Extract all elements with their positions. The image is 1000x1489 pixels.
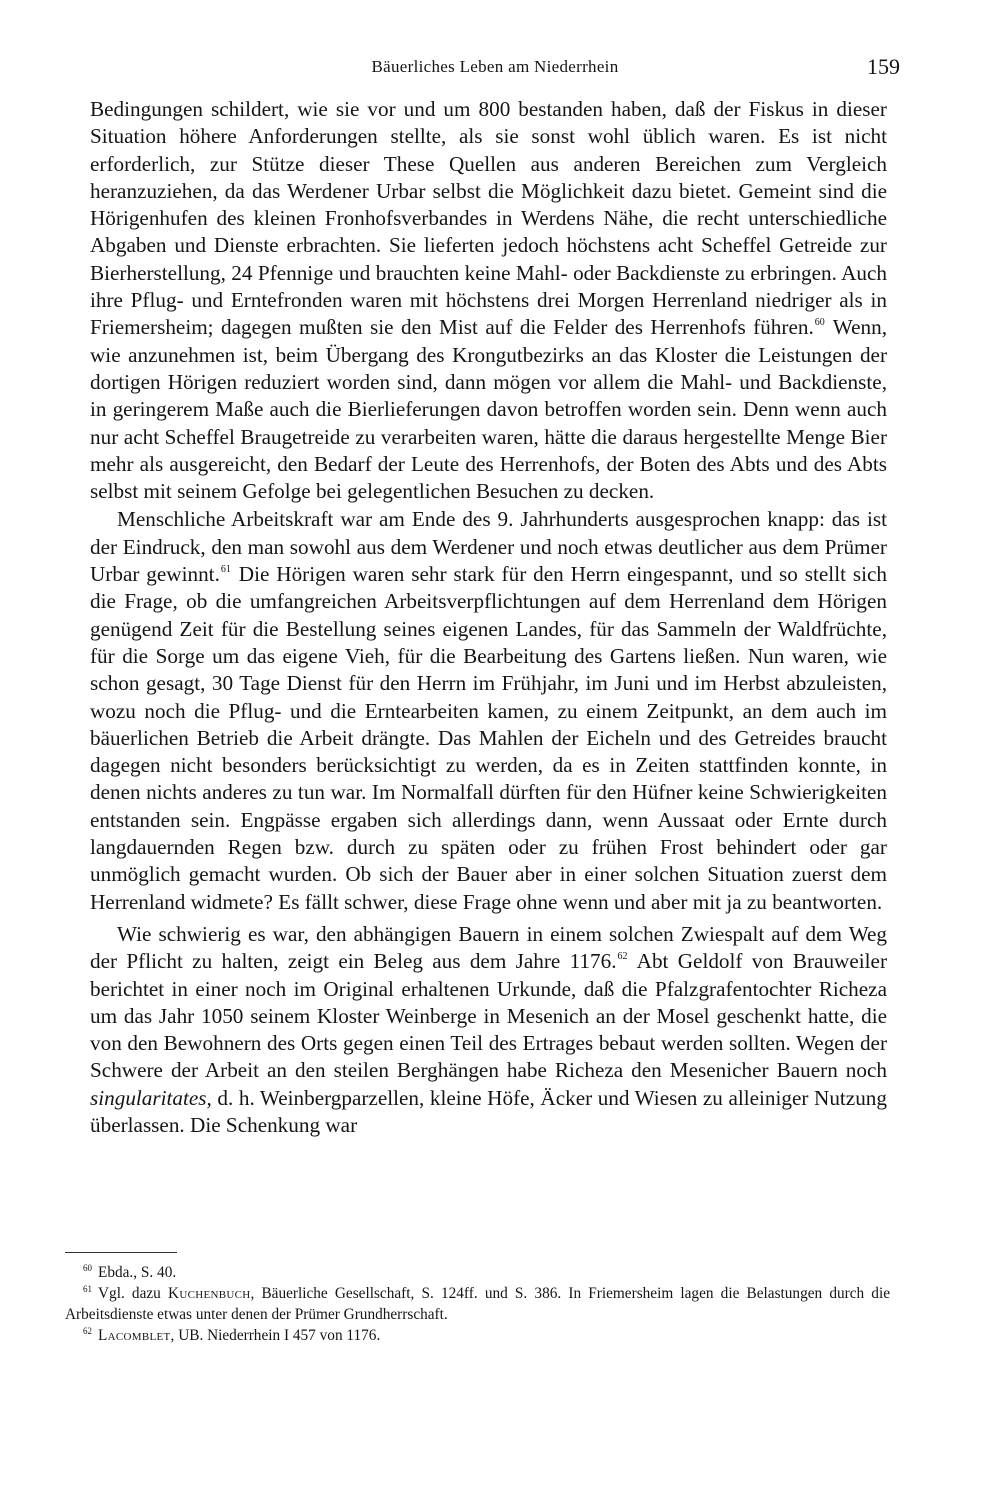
paragraph-text: Bedingungen schildert, wie sie vor und um 800 bestanden haben, daß der Fiskus in dieser Situation höhere Anforderungen stellte, als sie sonst wohl üblich waren. Es ist nicht erforderlich, zur Stütze dieser These Quellen aus anderen Bereichen zum Vergleich heranzuziehen, da das Werdener Urbar selbst die Möglichkeit dazu bietet. Gemeint sind die Hörigenhufen des kleinen Fronhofsverbandes in Werdens Nähe, die recht unterschiedliche Abgaben und Dienste erbrachten. Sie lieferten jedoch höchstens acht Scheffel Getreide zur Bierherstellung, 24 Pfennige und brauchten keine Mahl- oder Backdienste zu erbringen. Auch ihre Pflug- und Erntefronden waren mit höchstens drei Morgen Herrenland niedriger als in Friemersheim; dagegen mußten sie den Mist auf die Felder des Herrenhofs führen.: [90, 97, 887, 340]
footnote-author: Lacomblet: [98, 1327, 171, 1344]
main-text: [90, 96, 887, 1139]
paragraph-text: Menschliche Arbeitskraft war am Ende des 9. Jahrhunderts ausgesprochen knapp: das ist der Eindruck, den man sowohl aus dem Werdener und noch etwas deutlicher aus dem Prümer Urbar gewinnt.: [90, 507, 887, 587]
page-number: 159: [867, 54, 900, 79]
paragraph-1: [90, 96, 887, 505]
paragraph-text: Wenn, wie anzunehmen ist, beim Übergang des Krongutbezirks an das Kloster die Leistungen der dortigen Hörigen reduziert worden sind, dann mögen vor allem die Mahl- und Backdienste, in geringerem Maße auch die Bierlieferungen davon betroffen worden sein. Denn wenn auch nur acht Scheffel Braugetreide zu verarbeiten waren, hätte die daraus hergestellte Menge Bier mehr als ausgereicht, den Bedarf der Leute des Herrenhofs, der Boten des Abts und des Abts selbst mit seinem Gefolge bei gelegentlichen Besuchen zu decken.: [90, 315, 887, 504]
footnote-number: 61: [83, 1284, 92, 1294]
paragraph-text: Die Hörigen waren sehr stark für den Herrn eingespannt, und so stellt sich die Frage, ob die umfangreichen Arbeitsverpflichtungen auf dem Herrenland dem Hörigen genügend Zeit für die Bestellung seines eigenen Landes, für das Sammeln der Waldfrüchte, für die Sorge um das eigene Vieh, für die Bearbeitung des Gartens ließen. Nun waren, wie schon gesagt, 30 Tage Dienst für den Herrn im Frühjahr, im Juni und im Herbst abzuleisten, wozu noch die Pflug- und die Erntearbeiten kamen, zu einem Zeitpunkt, an dem auch im bäuerlichen Betrieb die Arbeit drängte. Das Mahlen der Eicheln und des Getreides braucht dagegen nicht besonders berücksichtigt zu werden, da es in Zeiten stattfinden konnte, in denen nichts anderes zu tun war. Im Normalfall dürften für den Hüfner keine Schwierigkeiten entstanden sein. Engpässe ergaben sich allerdings dann, wenn Aussaat oder Ernte durch langdauernden Regen bzw. durch zu späten oder zu frühen Frost behindert oder gar unmöglich gemacht wurden. Ob sich der Bauer aber in einer solchen Situation zuerst dem Herrenland widmete? Es fällt schwer, diese Frage ohne wenn und aber mit ja zu beantworten.: [90, 562, 887, 914]
page-header: [90, 54, 900, 84]
paragraph-2: [90, 506, 887, 915]
footnote-author: Kuchenbuch: [167, 1285, 251, 1302]
footnote-reference-60[interactable]: 60: [814, 317, 825, 329]
running-title: Bäuerliches Leben am Niederrhein: [371, 57, 619, 76]
footnote-text: Vgl. dazu: [98, 1285, 168, 1302]
paragraph-text: Wie schwierig es war, den abhängigen Bauern in einem solchen Zwiespalt auf dem Weg der Pflicht zu halten, zeigt ein Beleg aus dem Jahre 1176.: [90, 921, 887, 974]
footnote-61: [65, 1283, 890, 1325]
paragraph-text: , d. h. Weinbergparzellen, kleine Höfe, Äcker und Wiesen zu alleiniger Nutzung überlassen. Die Schenkung war: [90, 1085, 887, 1137]
footnote-60: [65, 1262, 890, 1283]
footnote-reference-61[interactable]: 61: [220, 564, 231, 576]
footnote-number: 60: [83, 1263, 92, 1273]
footnotes: [65, 1262, 890, 1346]
paragraph-text: Abt Geldolf von Brauweiler berichtet in einer noch im Original erhaltenen Urkunde, daß die Pfalzgrafentochter Richeza um das Jahr 1050 seinem Kloster Weinberge in Mesenich an der Mosel geschenkt hatte, die von den Bewohnern des Orts gegen einen Teil des Ertrages bebaut werden sollten. Wegen der Schwere der Arbeit an den steilen Berghängen habe Richeza den Mesenicher Bauern noch: [90, 949, 887, 1083]
footnote-text: , UB. Niederrhein I 457 von 1176.: [170, 1327, 381, 1344]
footnote-62: [65, 1325, 890, 1346]
italic-term: singularitates: [90, 1085, 207, 1110]
footnote-text: Ebda., S. 40.: [98, 1264, 177, 1281]
footnote-reference-62[interactable]: 62: [617, 951, 628, 963]
footnote-divider: [65, 1252, 177, 1253]
footnote-number: 62: [83, 1326, 92, 1336]
paragraph-3: [90, 921, 887, 1139]
footnote-text: , Bäuerliche Gesellschaft, S. 124ff. und S. 386. In Friemersheim lagen die Belastungen durch die Arbeitsdienste etwas unter denen der Prümer Grundherrschaft.: [65, 1285, 890, 1323]
